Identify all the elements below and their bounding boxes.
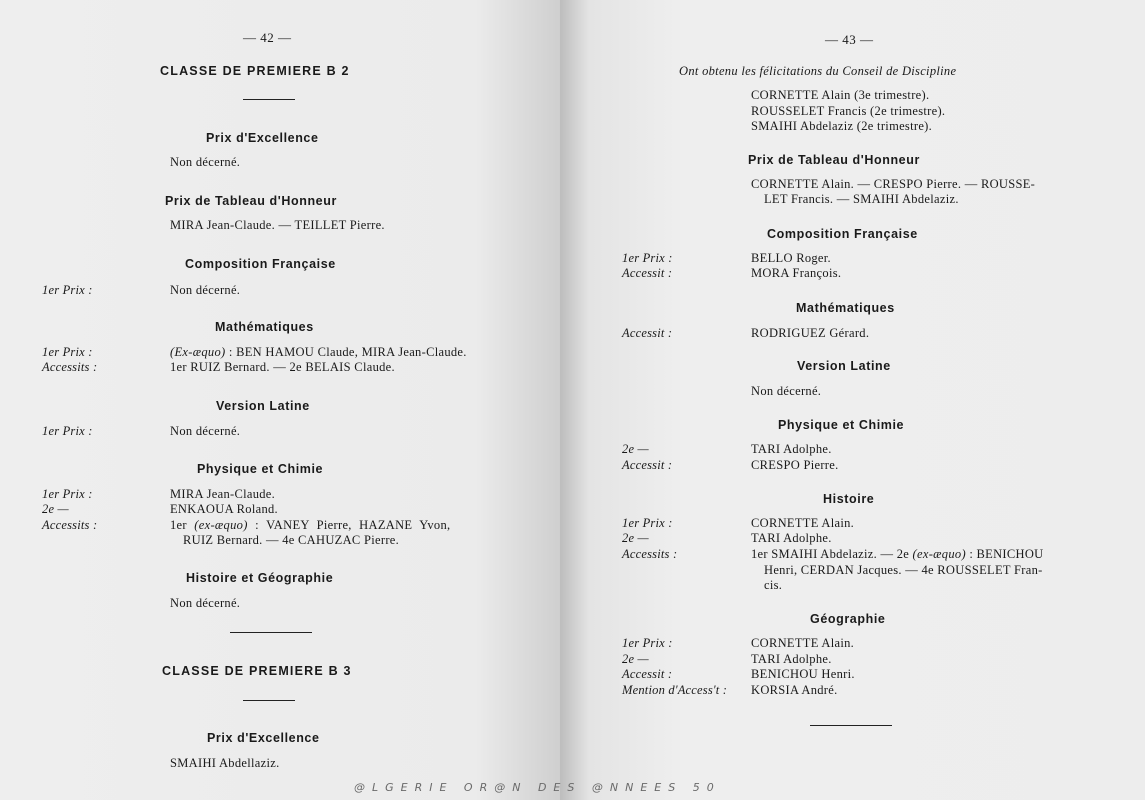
r-physique-label-2: Accessit : (622, 458, 673, 472)
r-histoire-label-1: 1er Prix : (622, 516, 673, 530)
page-end-divider (810, 725, 892, 726)
r-tableau-line-2: LET Francis. — SMAIHI Abdelaziz. (764, 192, 959, 206)
b2-maths-heading: Mathématiques (215, 320, 314, 334)
r-composition-text-2: MORA François. (751, 266, 842, 280)
r-histoire-label-2: 2e — (622, 531, 649, 545)
b2-maths-text-1: (Ex-æquo) : BEN HAMOU Claude, MIRA Jean-Claude. (170, 345, 467, 359)
r-tableau-heading: Prix de Tableau d'Honneur (748, 153, 920, 167)
r-histoire-text-1: CORNETTE Alain. (751, 516, 855, 530)
felicitations-line-1: CORNETTE Alain (3e trimestre). (751, 88, 930, 102)
b2-maths-label-2: Accessits : (42, 360, 98, 374)
r-composition-heading: Composition Française (767, 227, 918, 241)
r-histoire-text-3-cont-2: cis. (764, 578, 783, 592)
b2-composition-heading: Composition Française (185, 257, 336, 271)
b2-tableau-text: MIRA Jean-Claude. — TEILLET Pierre. (170, 218, 385, 232)
r-geographie-label-2: 2e — (622, 652, 649, 666)
r-physique-label-1: 2e — (622, 442, 649, 456)
r-physique-text-1: TARI Adolphe. (751, 442, 832, 456)
right-page (560, 0, 1145, 800)
r-geographie-label-3: Accessit : (622, 667, 673, 681)
r-composition-label-1: 1er Prix : (622, 251, 673, 265)
section-divider (230, 632, 312, 633)
title-underline (243, 99, 295, 100)
class-b2-title: CLASSE DE PREMIERE B 2 (160, 64, 350, 78)
r-geographie-text-3: BENICHOU Henri. (751, 667, 855, 681)
r-geographie-text-4: KORSIA André. (751, 683, 838, 697)
r-geographie-text-2: TARI Adolphe. (751, 652, 832, 666)
class-b3-title: CLASSE DE PREMIERE B 3 (162, 664, 352, 678)
title-underline (243, 700, 295, 701)
b2-maths-text-2: 1er RUIZ Bernard. — 2e BELAIS Claude. (170, 360, 395, 374)
b2-physique-text-1: MIRA Jean-Claude. (170, 487, 276, 501)
r-histoire-text-3-cont-1: Henri, CERDAN Jacques. — 4e ROUSSELET Fran- (764, 563, 1043, 577)
r-maths-label-1: Accessit : (622, 326, 673, 340)
b2-composition-text: Non décerné. (170, 283, 241, 297)
b3-prix-excellence-heading: Prix d'Excellence (207, 731, 320, 745)
b2-physique-heading: Physique et Chimie (197, 462, 324, 476)
r-geographie-text-1: CORNETTE Alain. (751, 636, 855, 650)
b2-physique-label-3: Accessits : (42, 518, 98, 532)
b2-physique-text-3-cont: RUIZ Bernard. — 4e CAHUZAC Pierre. (183, 533, 400, 547)
r-geographie-label-1: 1er Prix : (622, 636, 673, 650)
r-maths-heading: Mathématiques (796, 301, 895, 315)
r-histoire-heading: Histoire (823, 492, 875, 506)
page-number-42: — 42 — (243, 30, 292, 45)
r-maths-text-1: RODRIGUEZ Gérard. (751, 326, 870, 340)
felicitations-line-2: ROUSSELET Francis (2e trimestre). (751, 104, 946, 118)
b2-tableau-heading: Prix de Tableau d'Honneur (165, 194, 337, 208)
r-composition-label-2: Accessit : (622, 266, 673, 280)
b2-physique-label-2: 2e — (42, 502, 69, 516)
watermark-text: @LGERIE OR@N DES @NNEES 50 (354, 781, 721, 794)
b2-histoire-text: Non décerné. (170, 596, 241, 610)
r-latin-heading: Version Latine (797, 359, 891, 373)
r-composition-text-1: BELLO Roger. (751, 251, 831, 265)
b2-latin-heading: Version Latine (216, 399, 310, 413)
felicitations-line-3: SMAIHI Abdelaziz (2e trimestre). (751, 119, 933, 133)
r-histoire-text-3: 1er SMAIHI Abdelaziz. — 2e (ex-æquo) : BENICHOU (751, 547, 1044, 561)
b2-maths-label-1: 1er Prix : (42, 345, 93, 359)
b2-physique-text-2: ENKAOUA Roland. (170, 502, 278, 516)
b2-physique-label-1: 1er Prix : (42, 487, 93, 501)
r-physique-heading: Physique et Chimie (778, 418, 905, 432)
b2-latin-label: 1er Prix : (42, 424, 93, 438)
b2-physique-text-3: 1er (ex-æquo) : VANEY Pierre, HAZANE Yvon, (170, 518, 451, 532)
r-latin-text: Non décerné. (751, 384, 822, 398)
b3-prix-excellence-text: SMAIHI Abdellaziz. (170, 756, 280, 770)
b2-latin-text: Non décerné. (170, 424, 241, 438)
r-geographie-heading: Géographie (810, 612, 886, 626)
b2-histoire-heading: Histoire et Géographie (186, 571, 334, 585)
b2-prix-excellence-heading: Prix d'Excellence (206, 131, 319, 145)
r-histoire-label-3: Accessits : (622, 547, 678, 561)
r-geographie-label-4: Mention d'Access't : (622, 683, 728, 697)
b2-prix-excellence-text: Non décerné. (170, 155, 241, 169)
page-number-43: — 43 — (825, 32, 874, 47)
b2-composition-label: 1er Prix : (42, 283, 93, 297)
r-tableau-line-1: CORNETTE Alain. — CRESPO Pierre. — ROUSSE- (751, 177, 1036, 191)
felicitations-heading: Ont obtenu les félicitations du Conseil de Discipline (679, 64, 957, 78)
r-histoire-text-2: TARI Adolphe. (751, 531, 832, 545)
left-page (0, 0, 560, 800)
r-physique-text-2: CRESPO Pierre. (751, 458, 839, 472)
